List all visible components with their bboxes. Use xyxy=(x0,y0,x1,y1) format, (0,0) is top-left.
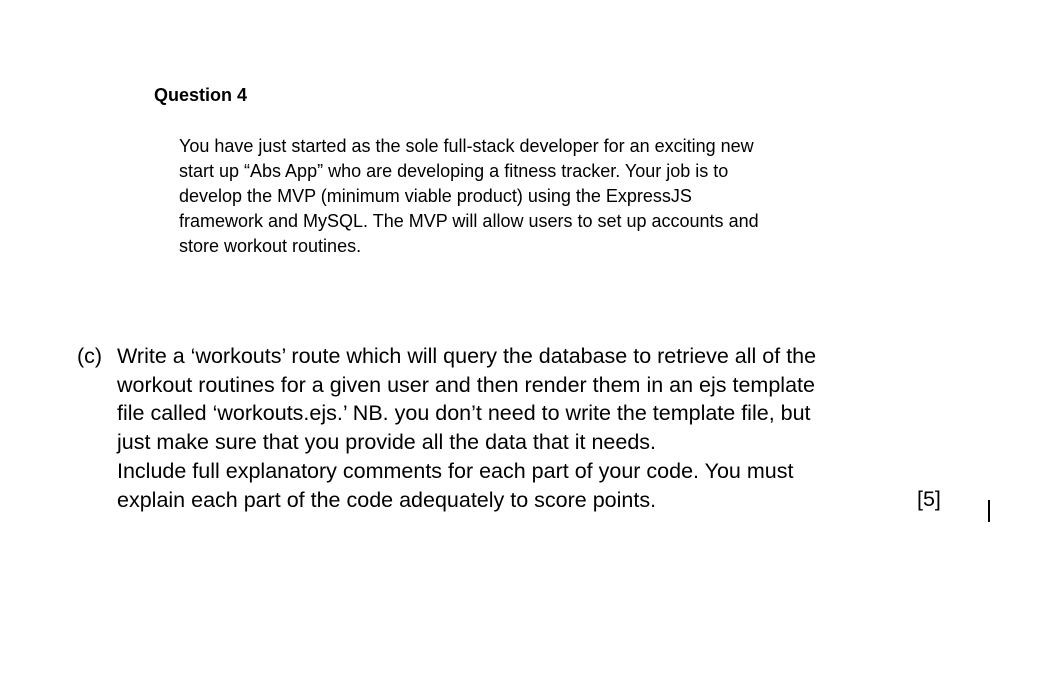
question-heading: Question 4 xyxy=(154,85,248,105)
text-cursor xyxy=(988,500,990,522)
intro-line: develop the MVP (minimum viable product) using the ExpressJS xyxy=(179,186,692,206)
part-line: explain each part of the code adequately to score points. xyxy=(117,487,657,512)
part-line: file called ‘workouts.ejs.’ NB. you don’t need to write the template file, but xyxy=(117,401,811,426)
intro-line: You have just started as the sole full-stack developer for an exciting new xyxy=(179,136,754,156)
part-label: (c) xyxy=(77,344,103,368)
intro-line: store workout routines. xyxy=(179,236,362,256)
question-intro xyxy=(179,134,869,259)
marks-badge: [5] xyxy=(917,487,941,511)
part-line: workout routines for a given user and then render them in an ejs template xyxy=(117,372,815,397)
intro-line: start up “Abs App” who are developing a fitness tracker. Your job is to xyxy=(179,161,729,181)
intro-line: framework and MySQL. The MVP will allow users to set up accounts and xyxy=(179,211,759,231)
part-line: just make sure that you provide all the data that it needs. xyxy=(117,430,657,455)
part-c-text xyxy=(117,342,897,514)
part-line: Write a ‘workouts’ route which will query the database to retrieve all of the xyxy=(117,344,817,368)
part-line: Include full explanatory comments for each part of your code. You must xyxy=(117,458,794,483)
